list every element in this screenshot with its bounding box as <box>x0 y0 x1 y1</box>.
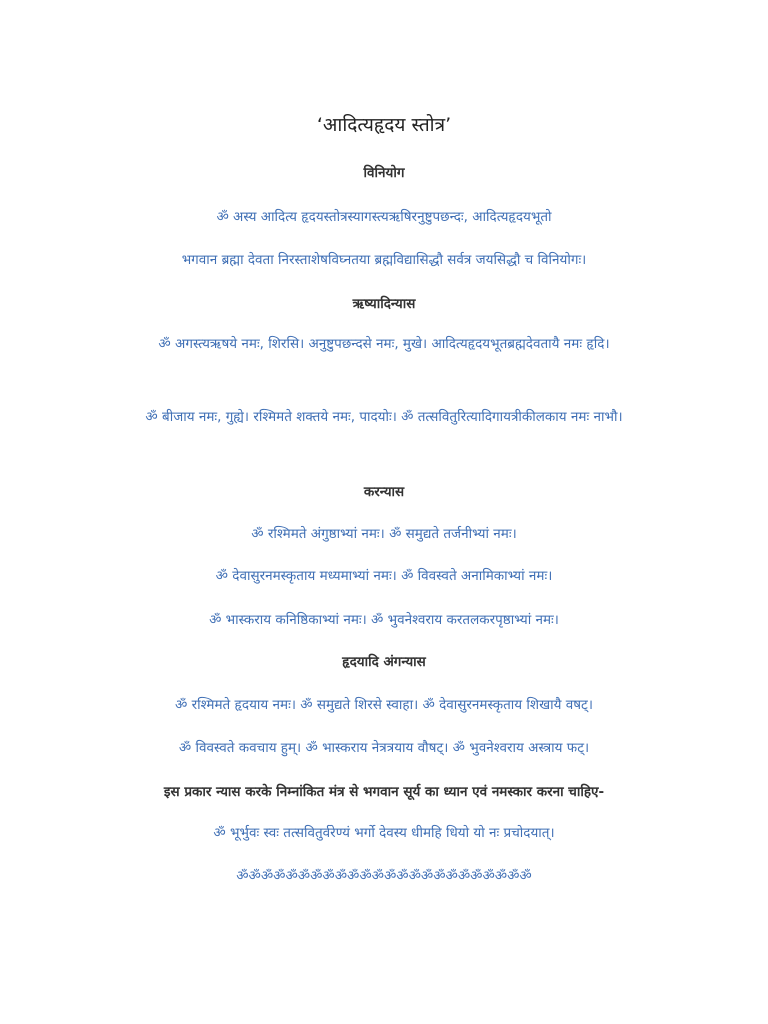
om-row: ॐॐॐॐॐॐॐॐॐॐॐॐॐॐॐॐॐॐॐॐॐॐॐॐ <box>236 868 532 884</box>
heading-hridayadi-anganyasa: हृदयादि अंगन्यास <box>342 654 426 670</box>
heading-karanyasa: करन्यास <box>363 484 405 500</box>
anganyasa-line-2: ॐ विवस्वते कवचाय हुम्। ॐ भास्कराय नेत्रत्रयाय वौषट्। ॐ भुवनेश्वराय अस्त्राय फट्। <box>178 740 590 756</box>
rishyadinyasa-line-2: ॐ बीजाय नमः, गुह्ये। रश्मिमते शक्तये नमः, पादयोः। ॐ तत्सवितुरित्यादिगायत्रीकीलकाय नमः नाभौ। <box>145 409 623 425</box>
karanyasa-line-3: ॐ भास्कराय कनिष्ठिकाभ्यां नमः। ॐ भुवनेश्वराय करतलकरपृष्ठाभ्यां नमः। <box>209 612 559 628</box>
instruction-text: इस प्रकार न्यास करके निम्नांकित मंत्र से भगवान सूर्य का ध्यान एवं नमस्कार करना चाहिए- <box>163 784 605 800</box>
karanyasa-line-2: ॐ देवासुरनमस्कृताय मध्यमाभ्यां नमः। ॐ विवस्वते अनामिकाभ्यां नमः। <box>215 568 553 584</box>
viniyoga-line-1: ॐ अस्य आदित्य हृदयस्तोत्रस्यागस्त्यऋषिरनुष्टुपछन्दः, आदित्यहृदयभूतो <box>216 209 552 225</box>
karanyasa-line-1: ॐ रश्मिमते अंगुष्ठाभ्यां नमः। ॐ समुद्यते तर्जनीभ्यां नमः। <box>251 526 517 542</box>
viniyoga-line-2: भगवान ब्रह्मा देवता निरस्ताशेषविघ्नतया ब्रह्मविद्यासिद्धौ सर्वत्र जयसिद्धौ च विनियोगः। <box>181 252 587 268</box>
heading-viniyoga: विनियोग <box>363 165 405 181</box>
heading-rishyadinyasa: ऋष्यादिन्यास <box>352 296 416 312</box>
rishyadinyasa-line-1: ॐ अगस्त्यऋषये नमः, शिरसि। अनुष्टुपछन्दसे नमः, मुखे। आदित्यहृदयभूतब्रह्मदेवतायै नमः हृदि। <box>158 336 610 352</box>
page-title: ‘आदित्यहृदय स्तोत्र’ <box>316 114 452 136</box>
anganyasa-line-1: ॐ रश्मिमते हृदयाय नमः। ॐ समुद्यते शिरसे स्वाहा। ॐ देवासुरनमस्कृताय शिखायै वषट्। <box>175 697 593 713</box>
gayatri-mantra: ॐ भूर्भुवः स्वः तत्सवितुर्वरेण्यं भर्गो देवस्य धीमहि धियो यो नः प्रचोदयात्। <box>213 825 555 841</box>
